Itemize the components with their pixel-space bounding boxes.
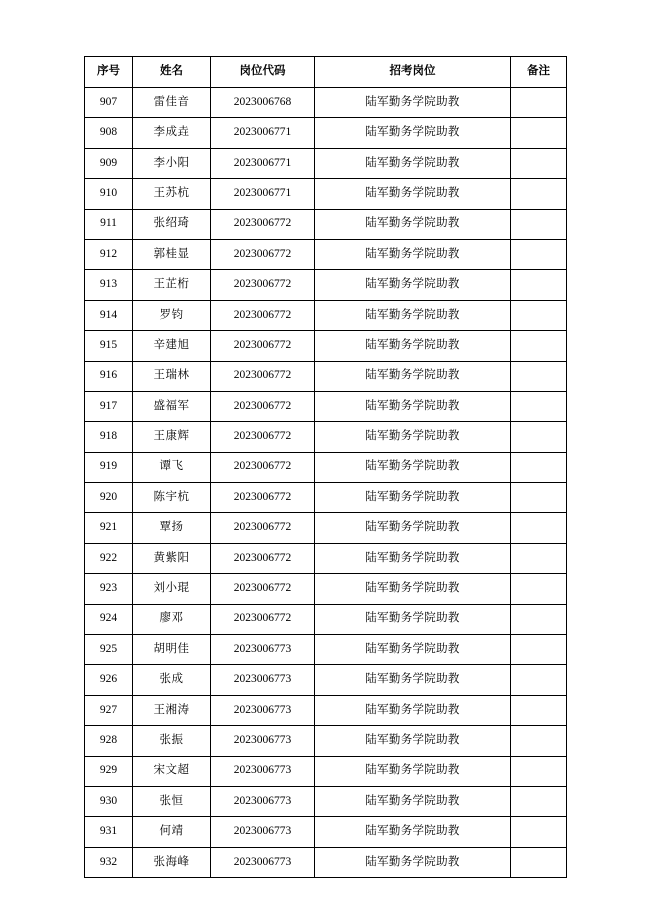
column-header-note: 备注 bbox=[511, 57, 567, 88]
cell-code: 2023006773 bbox=[211, 635, 315, 665]
cell-seq: 926 bbox=[85, 665, 133, 695]
column-header-name: 姓名 bbox=[133, 57, 211, 88]
table-row bbox=[85, 361, 567, 391]
column-header-code: 岗位代码 bbox=[211, 57, 315, 88]
cell-seq: 931 bbox=[85, 817, 133, 847]
cell-seq: 929 bbox=[85, 756, 133, 786]
cell-note bbox=[511, 665, 567, 695]
cell-note bbox=[511, 331, 567, 361]
cell-post: 陆军勤务学院助教 bbox=[315, 604, 511, 634]
cell-note bbox=[511, 483, 567, 513]
cell-seq: 915 bbox=[85, 331, 133, 361]
cell-code: 2023006772 bbox=[211, 209, 315, 239]
cell-note bbox=[511, 422, 567, 452]
cell-name: 王芷桁 bbox=[133, 270, 211, 300]
cell-name: 王苏杭 bbox=[133, 179, 211, 209]
table-row bbox=[85, 726, 567, 756]
cell-name: 刘小琨 bbox=[133, 574, 211, 604]
table-row bbox=[85, 331, 567, 361]
table-row bbox=[85, 483, 567, 513]
column-header-post: 招考岗位 bbox=[315, 57, 511, 88]
table-row bbox=[85, 665, 567, 695]
cell-seq: 930 bbox=[85, 786, 133, 816]
cell-note bbox=[511, 543, 567, 573]
table-row bbox=[85, 209, 567, 239]
cell-seq: 928 bbox=[85, 726, 133, 756]
cell-seq: 908 bbox=[85, 118, 133, 148]
cell-post: 陆军勤务学院助教 bbox=[315, 209, 511, 239]
cell-code: 2023006772 bbox=[211, 239, 315, 269]
cell-seq: 925 bbox=[85, 635, 133, 665]
cell-note bbox=[511, 635, 567, 665]
cell-note bbox=[511, 513, 567, 543]
cell-code: 2023006773 bbox=[211, 756, 315, 786]
cell-name: 胡明佳 bbox=[133, 635, 211, 665]
cell-name: 王湘涛 bbox=[133, 695, 211, 725]
cell-post: 陆军勤务学院助教 bbox=[315, 270, 511, 300]
cell-post: 陆军勤务学院助教 bbox=[315, 118, 511, 148]
cell-note bbox=[511, 209, 567, 239]
table-row bbox=[85, 148, 567, 178]
cell-note bbox=[511, 179, 567, 209]
cell-name: 王瑞林 bbox=[133, 361, 211, 391]
cell-post: 陆军勤务学院助教 bbox=[315, 513, 511, 543]
cell-note bbox=[511, 695, 567, 725]
candidate-roster-table bbox=[84, 56, 567, 878]
cell-note bbox=[511, 148, 567, 178]
cell-seq: 932 bbox=[85, 847, 133, 877]
cell-note bbox=[511, 118, 567, 148]
cell-name: 张绍琦 bbox=[133, 209, 211, 239]
cell-seq: 916 bbox=[85, 361, 133, 391]
table-row bbox=[85, 239, 567, 269]
cell-code: 2023006772 bbox=[211, 513, 315, 543]
cell-seq: 918 bbox=[85, 422, 133, 452]
cell-code: 2023006771 bbox=[211, 148, 315, 178]
cell-post: 陆军勤务学院助教 bbox=[315, 452, 511, 482]
table-row bbox=[85, 118, 567, 148]
table-row bbox=[85, 635, 567, 665]
table-row bbox=[85, 756, 567, 786]
cell-post: 陆军勤务学院助教 bbox=[315, 239, 511, 269]
cell-post: 陆军勤务学院助教 bbox=[315, 786, 511, 816]
cell-name: 张恒 bbox=[133, 786, 211, 816]
cell-seq: 913 bbox=[85, 270, 133, 300]
cell-note bbox=[511, 847, 567, 877]
cell-post: 陆军勤务学院助教 bbox=[315, 726, 511, 756]
table-row bbox=[85, 513, 567, 543]
cell-post: 陆军勤务学院助教 bbox=[315, 331, 511, 361]
cell-note bbox=[511, 361, 567, 391]
cell-seq: 911 bbox=[85, 209, 133, 239]
cell-code: 2023006773 bbox=[211, 786, 315, 816]
table-row bbox=[85, 270, 567, 300]
cell-note bbox=[511, 391, 567, 421]
table-header-row bbox=[85, 57, 567, 88]
cell-note bbox=[511, 88, 567, 118]
cell-name: 张成 bbox=[133, 665, 211, 695]
cell-name: 李小阳 bbox=[133, 148, 211, 178]
cell-seq: 910 bbox=[85, 179, 133, 209]
cell-post: 陆军勤务学院助教 bbox=[315, 635, 511, 665]
cell-name: 雷佳音 bbox=[133, 88, 211, 118]
cell-post: 陆军勤务学院助教 bbox=[315, 88, 511, 118]
table-row bbox=[85, 543, 567, 573]
cell-post: 陆军勤务学院助教 bbox=[315, 817, 511, 847]
cell-post: 陆军勤务学院助教 bbox=[315, 300, 511, 330]
cell-code: 2023006771 bbox=[211, 179, 315, 209]
cell-post: 陆军勤务学院助教 bbox=[315, 148, 511, 178]
cell-code: 2023006772 bbox=[211, 331, 315, 361]
table-body bbox=[85, 88, 567, 878]
cell-name: 辛建旭 bbox=[133, 331, 211, 361]
cell-note bbox=[511, 604, 567, 634]
cell-post: 陆军勤务学院助教 bbox=[315, 695, 511, 725]
table-row bbox=[85, 88, 567, 118]
cell-code: 2023006772 bbox=[211, 361, 315, 391]
cell-note bbox=[511, 817, 567, 847]
table-row bbox=[85, 574, 567, 604]
cell-code: 2023006768 bbox=[211, 88, 315, 118]
cell-code: 2023006772 bbox=[211, 574, 315, 604]
table-row bbox=[85, 452, 567, 482]
cell-post: 陆军勤务学院助教 bbox=[315, 665, 511, 695]
cell-name: 何靖 bbox=[133, 817, 211, 847]
cell-seq: 924 bbox=[85, 604, 133, 634]
cell-seq: 919 bbox=[85, 452, 133, 482]
cell-code: 2023006772 bbox=[211, 422, 315, 452]
cell-post: 陆军勤务学院助教 bbox=[315, 756, 511, 786]
cell-seq: 914 bbox=[85, 300, 133, 330]
cell-note bbox=[511, 574, 567, 604]
table-row bbox=[85, 847, 567, 877]
cell-note bbox=[511, 756, 567, 786]
table-row bbox=[85, 422, 567, 452]
cell-name: 谭飞 bbox=[133, 452, 211, 482]
cell-code: 2023006772 bbox=[211, 270, 315, 300]
cell-seq: 921 bbox=[85, 513, 133, 543]
column-header-seq: 序号 bbox=[85, 57, 133, 88]
cell-code: 2023006773 bbox=[211, 817, 315, 847]
cell-code: 2023006773 bbox=[211, 665, 315, 695]
cell-post: 陆军勤务学院助教 bbox=[315, 391, 511, 421]
cell-post: 陆军勤务学院助教 bbox=[315, 483, 511, 513]
cell-name: 王康辉 bbox=[133, 422, 211, 452]
cell-code: 2023006772 bbox=[211, 483, 315, 513]
cell-seq: 907 bbox=[85, 88, 133, 118]
table-row bbox=[85, 695, 567, 725]
cell-post: 陆军勤务学院助教 bbox=[315, 574, 511, 604]
cell-seq: 917 bbox=[85, 391, 133, 421]
cell-code: 2023006773 bbox=[211, 847, 315, 877]
cell-post: 陆军勤务学院助教 bbox=[315, 179, 511, 209]
table-row bbox=[85, 604, 567, 634]
cell-note bbox=[511, 726, 567, 756]
cell-name: 李成垚 bbox=[133, 118, 211, 148]
cell-post: 陆军勤务学院助教 bbox=[315, 422, 511, 452]
cell-name: 郭桂显 bbox=[133, 239, 211, 269]
cell-code: 2023006772 bbox=[211, 300, 315, 330]
cell-name: 盛福军 bbox=[133, 391, 211, 421]
cell-seq: 923 bbox=[85, 574, 133, 604]
cell-code: 2023006772 bbox=[211, 391, 315, 421]
cell-name: 廖邓 bbox=[133, 604, 211, 634]
table-row bbox=[85, 817, 567, 847]
cell-name: 宋文超 bbox=[133, 756, 211, 786]
cell-note bbox=[511, 239, 567, 269]
cell-code: 2023006771 bbox=[211, 118, 315, 148]
cell-seq: 909 bbox=[85, 148, 133, 178]
cell-post: 陆军勤务学院助教 bbox=[315, 361, 511, 391]
cell-seq: 927 bbox=[85, 695, 133, 725]
cell-seq: 920 bbox=[85, 483, 133, 513]
cell-code: 2023006772 bbox=[211, 604, 315, 634]
cell-code: 2023006772 bbox=[211, 543, 315, 573]
table-header bbox=[85, 57, 567, 88]
table-row bbox=[85, 391, 567, 421]
table-row bbox=[85, 300, 567, 330]
cell-note bbox=[511, 300, 567, 330]
cell-name: 覃扬 bbox=[133, 513, 211, 543]
cell-seq: 922 bbox=[85, 543, 133, 573]
cell-name: 黄紫阳 bbox=[133, 543, 211, 573]
table-row bbox=[85, 786, 567, 816]
cell-code: 2023006773 bbox=[211, 695, 315, 725]
cell-note bbox=[511, 452, 567, 482]
cell-code: 2023006772 bbox=[211, 452, 315, 482]
cell-name: 张振 bbox=[133, 726, 211, 756]
cell-name: 陈宇杭 bbox=[133, 483, 211, 513]
cell-code: 2023006773 bbox=[211, 726, 315, 756]
cell-note bbox=[511, 270, 567, 300]
cell-post: 陆军勤务学院助教 bbox=[315, 543, 511, 573]
cell-post: 陆军勤务学院助教 bbox=[315, 847, 511, 877]
cell-name: 罗钧 bbox=[133, 300, 211, 330]
cell-seq: 912 bbox=[85, 239, 133, 269]
cell-name: 张海峰 bbox=[133, 847, 211, 877]
cell-note bbox=[511, 786, 567, 816]
table-row bbox=[85, 179, 567, 209]
